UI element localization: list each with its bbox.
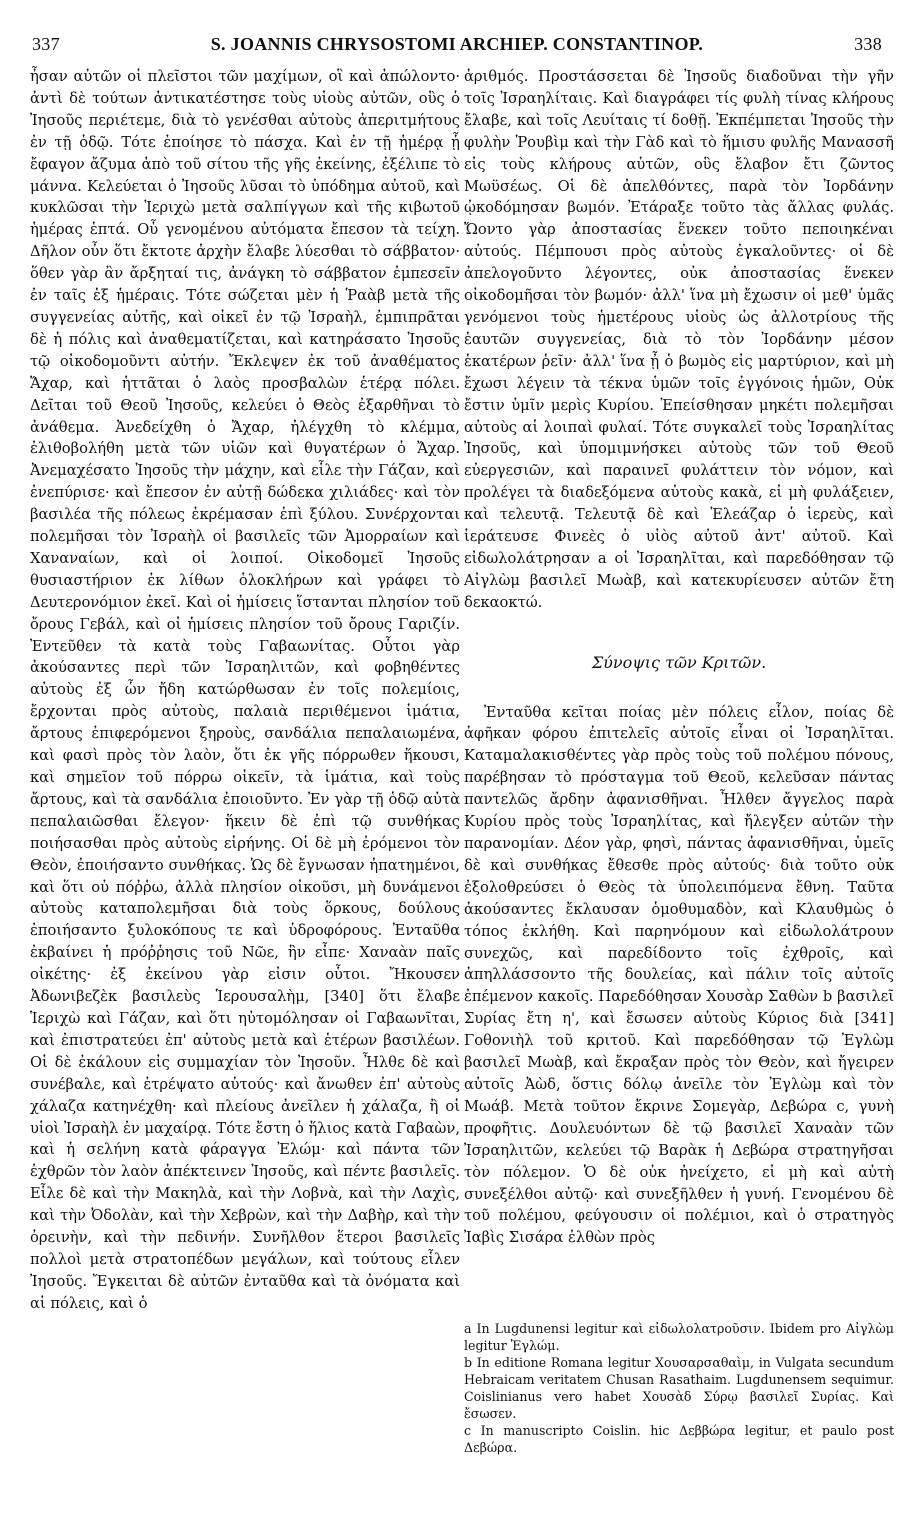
right-column-text-bottom: Ἐνταῦθα κεῖται ποίας μὲν πόλεις εἷλον, ποίας δὲ ἀφῆκαν φόρου ἐπιτελεῖς αὐτοῖς εἶναι οἱ Ἰσραηλῖται. Καταμαλακισθέντες γὰρ πρὸς τοὺς τοῦ πολέμου πόνους, παρέβησαν τὸ πρόσταγμα τοῦ Θεοῦ, κελεῦσαν πάντας παντελῶς ἄρδην ἀφανισθῆναι. Ἦλθεν ἄγγελος παρὰ Κυρίου πρὸς τοὺς Ἰσραηλίτας, καὶ ἤλεγξεν αὐτῶν τὴν παρανομίαν. Δέον γὰρ, φησὶ, πάντας ἀφανισθῆναι, ὑμεῖς δὲ καὶ συνθήκας ἔθεσθε πρὸς αὐτούς· διὰ τοῦτο οὐκ ἐξολοθρεύσει ὁ Θεὸς τὰ ὑπολειπόμενα ἔθνη. Ταῦτα ἀκούσαντες ἔκλαυσαν ὁμοθυμαδὸν, καὶ Κλαυθμὼς ὁ τόπος ἐκλήθη. Καὶ παρηνόμουν καὶ εἰδωλολάτρουν συνεχῶς, καὶ παρεδίδοντο τοῖς ἐχθροῖς, καὶ ἀπηλλάσσοντο τῆς δουλείας, καὶ πάλιν τοῖς αὐτοῖς ἐπέμενον κακοῖς. Παρεδόθησαν Χουσὰρ Σαθὼν b βασιλεῖ Συρίας ἔτη η', καὶ ἔσωσεν αὐτοὺς Κύριος διὰ [341] Γοθονιὴλ τοῦ κριτοῦ. Καὶ παρεδόθησαν τῷ Ἐγλὼμ βασιλεῖ Μωὰβ, καὶ ἔκραξαν πρὸς τὸν Θεὸν, καὶ ἤγειρεν αὐτοῖς Ἀὼδ, ὅστις δόλῳ ἀνεῖλε τὸν Ἐγλὼμ καὶ τὸν Μωάβ. Μετὰ τοῦτον ἔκρινε Σομεγὰρ, Δεβώρα c, γυνὴ προφῆτις. Δουλευόντων δὲ τῷ βασιλεῖ Χαναὰν τῶν Ἰσραηλιτῶν, κελεύει τῷ Βαρὰκ ἡ Δεβώρα στρατηγῆσαι τὸν πόλεμον. Ὁ δὲ οὐκ ἠνείχετο, εἰ μὴ καὶ αὐτὴ συνεξέλθοι αὐτῷ· καὶ συνεξῆλθεν ἡ γυνή. Γενομένου δὲ τοῦ πολέμου, φεύγουσιν οἱ πολέμιοι, καὶ ὁ στρατηγὸς Ἰαβὶς Σισάρα ἐλθὼν πρὸς bbox=[464, 703, 894, 1247]
section-title: Σύνοψις τῶν Κριτῶν. bbox=[591, 652, 767, 672]
footnote-a: a In Lugdunensi legitur καὶ εἰδωλολατροῦσιν. Ibidem pro Αἰγλὼμ legitur Ἐγλώμ. bbox=[464, 1321, 894, 1353]
left-column bbox=[30, 66, 460, 1315]
page-header bbox=[32, 34, 882, 60]
footnote-c: c In manuscripto Coislin. hic Δεββώρα legitur, et paulo post Δεβώρα. bbox=[464, 1423, 894, 1455]
footnote-b: b In editione Romana legitur Χουσαρσαθαὶμ, in Vulgata secundum Hebraicam veritatem Chusan Rasathaim. Lugdunensem sequimur. Coislinianus vero habet Χουσὰδ Σύρῳ βασιλεῖ Συρίας. Καὶ ἔσωσεν. bbox=[464, 1355, 894, 1421]
left-column-text: ἦσαν αὐτῶν οἱ πλεῖστοι τῶν μαχίμων, οἳ καὶ ἀπώλοντο· ἀντὶ δὲ τούτων ἀντικατέστησε τοὺς υἱοὺς αὐτῶν, οὓς ὁ Ἰησοῦς περιέτεμε, διὰ τὸ γενέσθαι αὐτοὺς ἀπεριτμήτους ἐν τῇ ὁδῷ. Τότε ἐποίησε τὸ πάσχα. Καὶ ἐν τῇ ἡμέρᾳ ᾗ ἔφαγον ἄζυμα ἀπὸ τοῦ σίτου τῆς γῆς ἐκείνης, ἐξέλιπε τὸ μάννα. Κελεύεται ὁ Ἰησοῦς λῦσαι τὸ ὑπόδημα αὐτοῦ, καὶ κυκλῶσαι τὴν Ἱεριχὼ μετὰ σαλπίγγων καὶ τῆς κιβωτοῦ ἡμέρας ἑπτά. Οὗ γενομένου αὐτόματα ἔπεσον τὰ τείχη. Δῆλον οὖν ὅτι ἔκτοτε ἀρχὴν ἔλαβε λύεσθαι τὸ σάββατον· ὅθεν γὰρ ἂν ἄρξηταί τις, ἀνάγκη τὸ σάββατον ἐμπεσεῖν ἐν ταῖς ἑξ ἡμέραις. Τότε σώζεται μὲν ἡ Ῥαὰβ μετὰ τῆς συγγενείας αὐτῆς, καὶ οἰκεῖ ἐν τῷ Ἰσραὴλ, ἐμπιπρᾶται δὲ ἡ πόλις καὶ ἀναθεματίζεται, καὶ κατηράσατο Ἰησοῦς τῷ οἰκοδομοῦντι αὐτήν. Ἔκλεψεν ἐκ τοῦ ἀναθέματος Ἄχαρ, καὶ ἡττᾶται ὁ λαὸς προσβαλὼν ἑτέρᾳ πόλει. Δεῖται τοῦ Θεοῦ Ἰησοῦς, κελεύει ὁ Θεὸς ἐξαρθῆναι τὸ ἀνάθεμα. Ἀνεδείχθη ὁ Ἄχαρ, ἠλέγχθη τὸ κλέμμα, ἐλιθοβολήθη μετὰ τῶν υἱῶν καὶ θυγατέρων ὁ Ἄχαρ. Ἀνεμαχέσατο Ἰησοῦς τὴν μάχην, καὶ εἷλε τὴν Γάζαν, καὶ ἐνεπύρισε· καὶ ἔπεσον ἐν αὐτῇ δώδεκα χιλιάδες· καὶ τὸν βασιλέα τῆς πόλεως ἐκρέμασαν ἐπὶ ξύλου. Συνέρχονται πολεμῆσαι τὸν Ἰσραὴλ οἱ βασιλεῖς τῶν Ἀμορραίων καὶ Χαναναίων, καὶ οἱ λοιποί. Οἰκοδομεῖ Ἰησοῦς θυσιαστήριον ἐκ λίθων ὁλοκλήρων καὶ γράφει τὸ Δευτερονόμιον ἐκεῖ. Καὶ οἱ ἡμίσεις ἵστανται πλησίον τοῦ ὄρους Γεβάλ, καὶ οἱ ἡμίσεις πλησίον τοῦ ὄρους Γαριζίν. Ἐντεῦθεν τὰ κατὰ τοὺς Γαβαωνίτας. Οὗτοι γὰρ ἀκούσαντες περὶ τῶν Ἰσραηλιτῶν, καὶ φοβηθέντες αὐτοὺς ἐξ ὧν ἤδη κατώρθωσαν ἐν τοῖς πολεμίοις, ἔρχονται πρὸς αὐτοὺς, παλαιὰ περιθέμενοι ἱμάτια, ἄρτους ἐπιφερόμενοι ξηροὺς, σανδάλια πεπαλαιωμένα, καὶ φασὶ πρὸς τὸν λαὸν, ὅτι ἐκ γῆς πόρρωθεν ἥκουσι, καὶ σημεῖον τοῦ πόρρω οἰκεῖν, τὰ ἱμάτια, καὶ τοὺς ἄρτους, καὶ τὰ σανδάλια ἐποιοῦντο. Ἐν γὰρ τῇ ὁδῷ αὐτὰ πεπαλαιῶσθαι ἔλεγον· ἥκειν δὲ ἐπὶ τῷ συνθήκας ποιήσασθαι πρὸς αὐτοὺς εἰρήνης. Οἱ δὲ μὴ ἐρόμενοι τὸν Θεὸν, ἐποιήσαντο συνθήκας. Ὡς δὲ ἔγνωσαν ἠπατημένοι, καὶ ὅτι οὐ πόῤῥω, ἀλλὰ πλησίον οἰκοῦσι, μὴ δυνάμενοι αὐτοὺς καταπολεμῆσαι διὰ τοὺς ὅρκους, δούλους ἐποιήσαντο ξυλοκόπους τε καὶ ὑδροφόρους. Ἐνταῦθα ἐκβαίνει ἡ πρόῤῥησις τοῦ Νῶε, ἣν εἶπε· Χαναὰν παῖς οἰκέτης· ἐξ ἐκείνου γὰρ εἰσιν οὗτοι. Ἤκουσεν Ἀδωνιβεζὲκ βασιλεὺς Ἱερουσαλὴμ, [340] ὅτι ἔλαβε Ἱεριχὼ καὶ Γάζαν, καὶ ὅτι ηὐτομόλησαν οἱ Γαβαωνῖται, καὶ ἐπιστρατεύει ἐπ' αὐτοὺς μετὰ καὶ ἑτέρων βασιλέων. Οἱ δὲ ἐκάλουν εἰς συμμαχίαν τὸν Ἰησοῦν. Ἦλθε δὲ καὶ συνέβαλε, καὶ ἐτρέψατο αὐτούς· καὶ ἄνωθεν ἐπ' αὐτοὺς χάλαζα κατηνέχθη· καὶ πλείους ἀνεῖλεν ἡ χάλαζα, ἢ οἱ υἱοὶ Ἰσραὴλ ἐν μαχαίρᾳ. Τότε ἔστη ὁ ἥλιος κατὰ Γαβαὼν, καὶ ἡ σελήνη κατὰ φάραγγα Ἐλώμ· καὶ πάντα τῶν ἐχθρῶν τὸν λαὸν ἀπέκτεινεν Ἰησοῦς, καὶ πέντε βασιλεῖς. Εἷλε δὲ καὶ τὴν Μακηλὰ, καὶ τὴν Λοβνὰ, καὶ τὴν Λαχὶς, καὶ τὴν Ὀδολὰν, καὶ τὴν Χεβρὼν, καὶ τὴν Δαβὴρ, καὶ τὴν ὀρεινὴν, καὶ τὴν πεδινήν. Συνῆλθον ἕτεροι βασιλεῖς πολλοὶ μετὰ στρατοπέδων μεγάλων, καὶ τούτους εἷλεν Ἰησοῦς. Ἔγκειται δὲ αὐτῶν ἐνταῦθα καὶ τὰ ὀνόματα καὶ αἱ πόλεις, καὶ ὁ bbox=[30, 68, 460, 1312]
running-title: S. JOANNIS CHRYSOSTOMI ARCHIEP. CONSTANTINOP. bbox=[210, 34, 704, 54]
page-number-left: 337 bbox=[32, 34, 60, 54]
footnotes bbox=[464, 1320, 894, 1456]
page-number-right: 338 bbox=[854, 34, 882, 54]
right-column-text-top: ἀριθμός. Προστάσσεται δὲ Ἰησοῦς διαδοῦναι τὴν γῆν τοῖς Ἰσραηλίταις. Καὶ διαγράφει τίς φυλὴ τίνας κλήρους ἔλαβε, καὶ τοῖς Λευίταις τί δοθῇ. Ἐκπέμπεται Ἰησοῦς τὴν φυλὴν Ῥουβὶμ καὶ τὴν Γὰδ καὶ τὸ ἥμισυ φυλῆς Μανασσῆ εἰς τοὺς κλήρους αὐτῶν, οὓς ἔλαβον ἔτι ζῶντος Μωϋσέως. Οἱ δὲ ἀπελθόντες, παρὰ τὸν Ἰορδάνην ᾠκοδόμησαν βωμόν. Ἐτάραξε τοῦτο τὰς ἄλλας φυλάς. Ὤοντο γὰρ ἀποστασίας ἕνεκεν τοῦτο πεποιηκέναι αὐτούς. Πέμπουσι πρὸς αὐτοὺς ἐγκαλοῦντες· οἱ δὲ ἀπελογοῦντο λέγοντες, οὐκ ἀποστασίας ἕνεκεν οἰκοδομῆσαι τὸν βωμόν· ἀλλ' ἵνα μὴ ἔχωσιν οἱ μεθ' ὑμᾶς γενόμενοι τοὺς ἡμετέρους υἱοὺς ὡς ἀλλοτρίους τῆς ἑαυτῶν συγγενείας, διὰ τὸ τὸν Ἰορδάνην μέσον ἑκατέρων ῥεῖν· ἀλλ' ἵνα ᾖ ὁ βωμὸς εἰς μαρτύριον, καὶ μὴ ἔχωσι λέγειν τὰ τέκνα ὑμῶν τοῖς ἐγγόνοις ἡμῶν, Οὐκ ἔστιν ὑμῖν μερὶς Κυρίου. Ἐπείσθησαν μηκέτι πολεμῆσαι αὐτοὺς αἱ λοιπαὶ φυλαί. Τότε συγκαλεῖ τοὺς Ἰσραηλίτας Ἰησοῦς, καὶ ὑπομιμνήσκει αὐτοὺς τῶν τοῦ Θεοῦ εὐεργεσιῶν, καὶ παραινεῖ φυλάττειν τὸν νόμον, καὶ προλέγει τὰ διαδεξόμενα αὐτοὺς κακὰ, εἰ μὴ φυλάξειεν, καὶ τελευτᾷ. Τελευτᾷ δὲ καὶ Ἐλεάζαρ ὁ ἱερεὺς, καὶ ἱεράτευσε Φινεὲς ὁ υἱὸς αὐτοῦ ἀντ' αὐτοῦ. Καὶ εἰδωλολάτρησαν a οἱ Ἰσραηλῖται, καὶ παρεδόθησαν τῷ Αἰγλὼμ βασιλεῖ Μωὰβ, καὶ κατεκυρίευσεν αὐτῶν ἔτη δεκαοκτώ. bbox=[464, 68, 894, 611]
right-column bbox=[464, 66, 894, 1249]
